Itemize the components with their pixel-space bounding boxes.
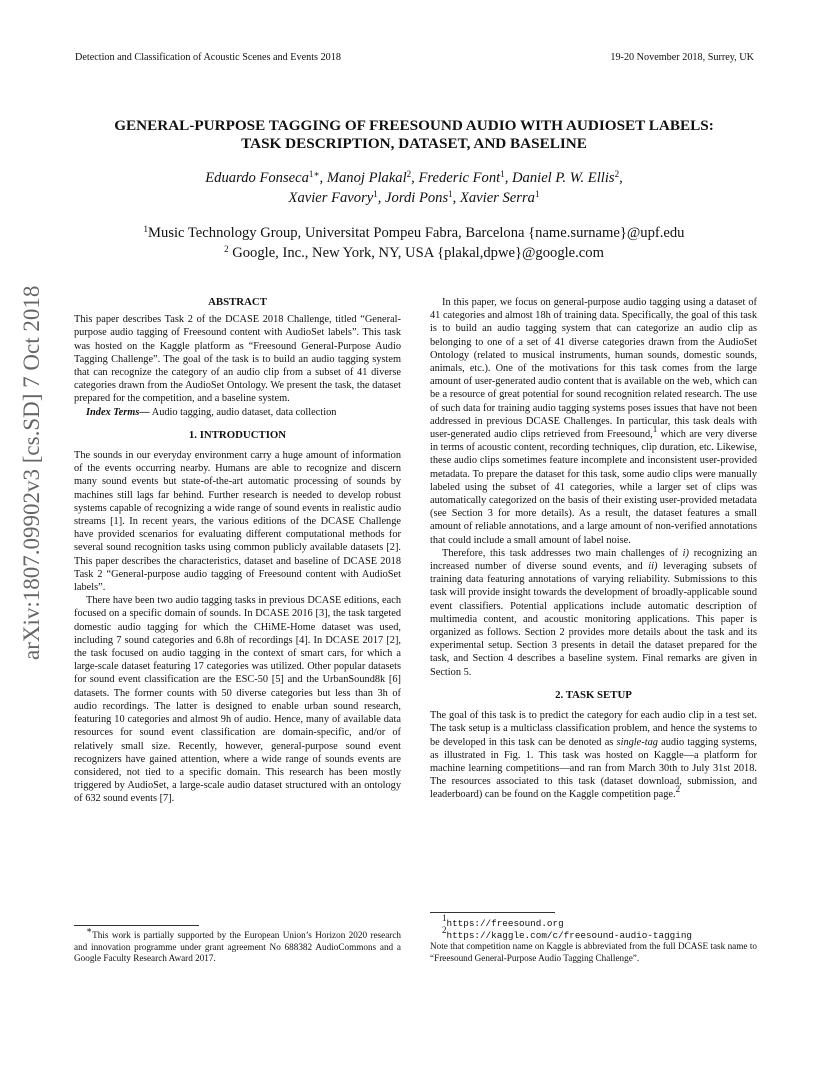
right-paragraph-1 — [430, 296, 757, 547]
footnotes-right — [430, 913, 757, 964]
footnote-ref-2[interactable]: 2 — [675, 784, 681, 795]
footnote-2-note: Note that competition name on Kaggle is abbreviated from the full DCASE task name to “Freesound General-Purpose Audio Tagging Challenge”. — [430, 941, 757, 963]
footnote-mark: ∗ — [86, 925, 93, 935]
footnote-ref-1[interactable]: 1 — [652, 424, 658, 435]
index-terms-text: Audio tagging, audio dataset, data collection — [149, 406, 337, 418]
text-span: which are very diverse in terms of acoustic content, recording techniques, clip duration, etc. Likewise, these audio clips sometimes feature incomplete and inconsistent user-provided metadata. To prepare the dataset for this task, some audio clips were manually labeled using the subset of 41 categories, while a larger set of clips was automatically categorized on the basis of their existing user-provided metadata (see Section 3 for more details). As a result, the dataset features a small amount of reliable annotations, and a large amount of non-verified annotations that could include a small amount of label noise. — [430, 429, 757, 546]
author-sup: 1 — [534, 189, 540, 199]
footnote-rule-left — [74, 925, 199, 926]
text-span: leveraging subsets of training data featuring annotations of varying reliability. Submissions to this task will provide insight towards the development of broadly-applicable sound event classifiers. Potential applications include automatic description of multimedia content, and acoustic monitoring applications. This paper is organized as follows. Section 2 provides more details about the task and its experimental setup. Section 3 presents in detail the dataset prepared for the task, and Section 4 describes a baseline system. Final remarks are given in Section 5. — [430, 561, 757, 678]
emphasis-text: single-tag — [616, 736, 658, 748]
author-name: Frederic Font — [418, 170, 501, 186]
author-name: Eduardo Fonseca — [205, 170, 309, 186]
author-list — [40, 168, 788, 208]
section-heading-introduction: 1. INTRODUCTION — [188, 428, 287, 441]
footnote-mark: 1 — [442, 913, 447, 923]
affiliation-text: Music Technology Group, Universitat Pompeu Fabra, Barcelona {name.surname}@upf.edu — [148, 225, 685, 241]
section-heading-task-setup: 2. TASK SETUP — [555, 688, 632, 701]
text-span: In this paper, we focus on general-purpose audio tagging using a dataset of 41 categories and almost 18h of training data. Specifically, the goal of this task is to build an audio tagging system that can categorize an audio clip as belonging to one of a set of 41 diverse categories drawn from the AudioSet Ontology (related to musical instruments, human sounds, domestic sounds, animals, etc.). One of the motivations for this task comes from the large amount of user-generated audio content that is available on the web, which can be a resource of great potential for sound recognition related research. The use of such data for training audio tagging systems poses issues that have not been addressed in previous DCASE Challenges. In particular, this task deals with user-generated audio clips retrieved from Freesound, — [430, 297, 757, 441]
author-name: Daniel P. W. Ellis — [512, 170, 615, 186]
author-sup: 2 — [406, 169, 412, 179]
author-sup: 1 — [448, 189, 453, 199]
author-name: Jordi Pons — [385, 190, 449, 206]
right-paragraph-2 — [430, 547, 757, 679]
author-line-1 — [40, 168, 788, 188]
intro-paragraph-1: The sounds in our everyday environment carry a huge amount of information of the events occurring nearby. Humans are able to recognize and discern many sound events but state-of-the-art automatic processing of sounds by machines still lags far behind. Further research is needed to develop robust systems capable of recognizing a wide range of sound events in realistic audio streams [1]. In recent years, the various editions of the DCASE Challenge have provided scenarios for evaluating different computational methods for several sound recognition tasks using common publicly available datasets [2]. This paper describes the characteristics, dataset and baseline of DCASE 2018 Task 2 “General-purpose audio tagging of Freesound content with AudioSet labels”. — [74, 450, 401, 594]
title-line-1: GENERAL-PURPOSE TAGGING OF FREESOUND AUDIO WITH AUDIOSET LABELS: — [114, 117, 714, 134]
author-name: Xavier Favory — [288, 190, 374, 206]
author-separator: , — [377, 190, 386, 206]
text-span: recognizing an increased number of diverse sound events, and — [430, 547, 757, 573]
paper-title — [40, 117, 788, 153]
author-separator: , — [411, 170, 419, 186]
author-sup: 2 — [614, 169, 620, 179]
footnote-2 — [430, 924, 757, 942]
footnote-text: This work is partially supported by the European Union’s Horizon 2020 research and innovation programme under grant agreement No 688382 AudioCommons and a Google Faculty Research Award 2017. — [74, 930, 401, 964]
task-setup-paragraph — [430, 709, 757, 801]
enum-marker: i) — [682, 547, 689, 559]
index-terms-label: Index Terms— — [86, 406, 150, 418]
author-name: Xavier Serra — [459, 190, 535, 206]
abstract-text: This paper describes Task 2 of the DCASE 2018 Challenge, titled “General-purpose audio tagging of Freesound content with AudioSet labels”. This task was hosted on the Kaggle platform as “Freesound General-Purpose Audio Tagging Challenge”. The goal of the task is to build an audio tagging system that can recognize the category of an audio clip from a subset of 41 diverse categories drawn from the AudioSet Ontology. We present the task, the dataset prepared for the competition, and a baseline system. — [74, 314, 401, 405]
right-column — [430, 296, 757, 802]
author-sup: 1 — [373, 189, 378, 199]
running-header-left: Detection and Classification of Acoustic Scenes and Events 2018 — [75, 52, 341, 63]
author-separator: , — [619, 170, 623, 186]
left-column — [74, 296, 401, 806]
footnote-left — [74, 925, 401, 965]
author-separator: , — [452, 190, 460, 206]
text-span: audio tagging systems, as illustrated in Fig. 1. This task was hosted on Kaggle—a platform for machine learning competitions—and ran from March 30th to July 31st 2018. The resources associated to this task (dataset download, submission, and leaderboard) can be found on the Kaggle competition page. — [430, 736, 757, 801]
text-span: Therefore, this task addresses two main challenges of — [442, 547, 683, 559]
affiliation-sup: 1 — [143, 224, 149, 234]
author-sup: 1 — [500, 169, 505, 179]
author-separator: , — [319, 170, 327, 186]
footnote-rule-right — [430, 912, 555, 913]
footnote-url-kaggle[interactable]: https://kaggle.com/c/freesound-audio-tagging — [446, 929, 692, 941]
text-span: The goal of this task is to predict the category for each audio clip in a test set. The task setup is a multiclass classification problem, and hence the systems to be developed in this task can be denoted as — [430, 710, 757, 748]
author-separator: , — [504, 170, 512, 186]
affiliation-text: Google, Inc., New York, NY, USA {plakal,dpwe}@google.com — [228, 245, 604, 261]
footnote-mark: 2 — [442, 924, 447, 935]
footnote-url-freesound[interactable]: https://freesound.org — [446, 918, 564, 929]
affiliation-1 — [40, 223, 788, 243]
intro-paragraph-2: There have been two audio tagging tasks in previous DCASE editions, each focused on a specific domain of sounds. In DCASE 2016 [3], the task targeted domestic audio tagging for which the CHiME-Home dataset was used, including 7 sound categories and 6.8h of recordings [4]. In DCASE 2017 [2], the task focused on audio tagging in the context of smart cars, for which a large-scale dataset featuring 17 categories was utilized. Other popular datasets for sound event classification are the ESC-50 [5] and the UrbanSound8k [6] datasets. The former counts with 50 diverse categories but less than 3h of audio recordings. The latter is designed to enable urban sound research, featuring 10 categories and almost 9h of audio. Hence, many of available data resources for sound event classification are domain-specific, and/or of relatively small size. Recently, however, general-purpose sound event recognizers have gained attention, where a wide range of sounds events are considered, not tied to a specific domain. This research has been mostly triggered by AudioSet, a large-scale audio dataset structured with an ontology of 632 sound events [7]. — [74, 595, 401, 805]
footnote-funding — [74, 925, 401, 965]
title-line-2: TASK DESCRIPTION, DATASET, AND BASELINE — [241, 135, 587, 152]
author-name: Manoj Plakal — [326, 170, 407, 186]
affiliation-sup: 2 — [224, 244, 229, 254]
abstract-heading: ABSTRACT — [208, 296, 267, 308]
author-sup: 1∗ — [308, 169, 320, 179]
index-terms — [74, 406, 401, 419]
arxiv-identifier: arXiv:1807.09902v3 [cs.SD] 7 Oct 2018 — [19, 285, 44, 661]
enum-marker: ii) — [648, 561, 658, 573]
footnote-1 — [430, 913, 757, 930]
affiliations — [40, 223, 788, 263]
affiliation-2 — [40, 243, 788, 263]
author-line-2 — [40, 188, 788, 208]
running-header-right: 19-20 November 2018, Surrey, UK — [610, 52, 754, 63]
